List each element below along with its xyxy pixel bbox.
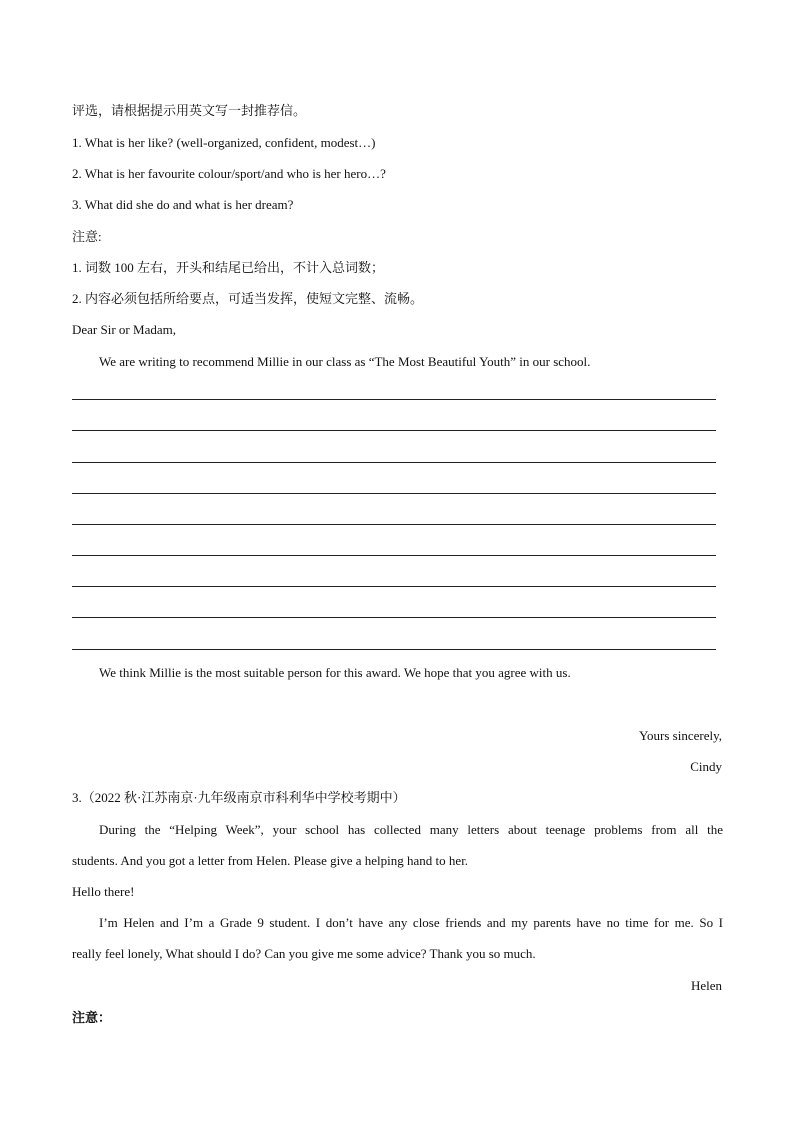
letter-salutation: Dear Sir or Madam,: [72, 322, 176, 337]
question3-para2-line1: I’m Helen and I’m a Grade 9 student. I don’t have any close friends and my parents have no time for me. So I: [99, 915, 723, 930]
letter-signature: Cindy: [690, 759, 722, 774]
letter-signoff: Yours sincerely,: [638, 728, 722, 743]
writing-line[interactable]: [72, 430, 716, 431]
writing-line[interactable]: [72, 649, 716, 650]
prompt-1: 1. What is her like? (well-organized, confident, modest…): [72, 135, 376, 150]
question3-signature: Helen: [690, 978, 722, 993]
writing-line[interactable]: [72, 555, 716, 556]
note-2: 2. 内容必须包括所给要点，可适当发挥，使短文完整、流畅。: [72, 291, 424, 306]
question3-para1-line1: During the “Helping Week”, your school has collected many letters about teenage problems from all the: [99, 822, 723, 837]
writing-line[interactable]: [72, 617, 716, 618]
question3-para2-line2: really feel lonely, What should I do? Can you give me some advice? Thank you so much.: [72, 946, 536, 961]
writing-line[interactable]: [72, 586, 716, 587]
prompt-3: 3. What did she do and what is her dream?: [72, 197, 294, 212]
question3-greeting: Hello there!: [72, 884, 135, 899]
writing-line[interactable]: [72, 399, 716, 400]
writing-line[interactable]: [72, 524, 716, 525]
letter-closing: We think Millie is the most suitable person for this award. We hope that you agree with us.: [99, 665, 571, 680]
writing-line[interactable]: [72, 493, 716, 494]
writing-line[interactable]: [72, 462, 716, 463]
notes-title: 注意:: [72, 229, 102, 244]
question3-header: 3.（2022 秋·江苏南京·九年级南京市科利华中学校考期中）: [72, 790, 406, 805]
prompt-2: 2. What is her favourite colour/sport/and who is her hero…?: [72, 166, 386, 181]
note-1: 1. 词数 100 左右，开头和结尾已给出，不计入总词数；: [72, 260, 385, 275]
question3-para1-line2: students. And you got a letter from Helen. Please give a helping hand to her.: [72, 853, 469, 868]
letter-opening: We are writing to recommend Millie in our class as “The Most Beautiful Youth” in our school.: [99, 354, 591, 369]
intro-text: 评选，请根据提示用英文写一封推荐信。: [72, 103, 307, 118]
question3-notes-title: 注意：: [72, 1010, 112, 1025]
